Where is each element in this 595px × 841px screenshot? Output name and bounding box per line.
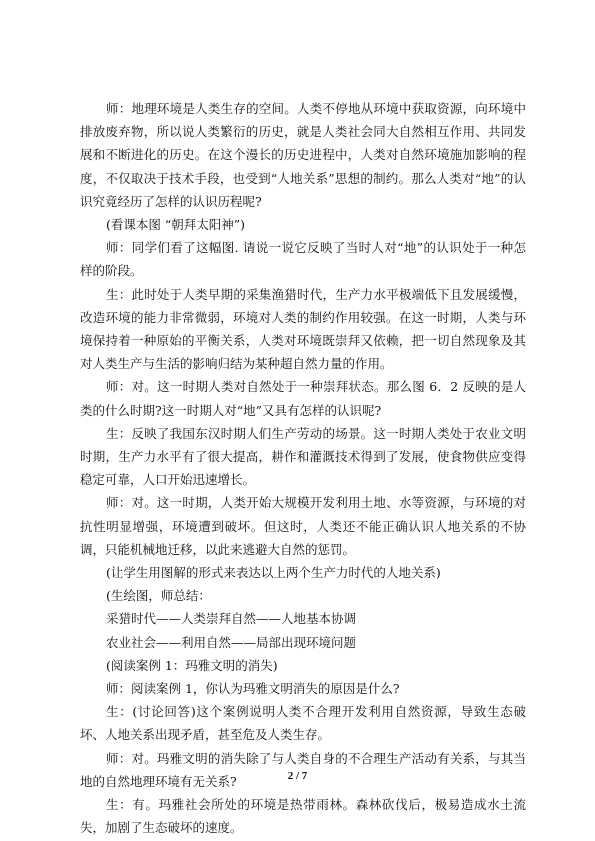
paragraph-9: (生绘图，师总结： xyxy=(106,588,211,604)
document-body xyxy=(80,97,526,840)
paragraph-4: 生：此时处于人类早期的采集渔猎时代，生产力水平极端低下且发展缓慢，改造环境的能力非常微弱，环境对人类的制约作用较强。在这一时期，人类与环境保持着一种原始的平衡关系，人类对环境既崇拜又依赖，把一切自然现象及其对人类生产与生活的影响归结为某种超自然力量的作用。 xyxy=(80,286,526,372)
page-number: 2 / 7 xyxy=(287,770,308,782)
paragraph-15: 师：对。玛雅文明的消失除了与人类自身的不合理生产活动有关系，与其当地的自然地理环境有无关系? xyxy=(80,750,526,789)
paragraph-3: 师：同学们看了这幅图. 请说一说它反映了当时人对“地”的认识处于一种怎样的阶段。 xyxy=(80,240,526,279)
paragraph-7: 师：对。这一时期，人类开始大规模开发利用土地、水等资源，与环境的对抗性明显增强，环境遭到破坏。但这时，人类还不能正确认识人地关系的不协调，只能机械地迁移，以此来逃避大自然的惩罚。 xyxy=(80,495,526,557)
paragraph-10: 采猎时代——人类崇拜自然——人地基本协调 xyxy=(106,611,357,627)
paragraph-16: 生：有。玛雅社会所处的环境是热带雨林。森林砍伐后，极易造成水土流失，加剧了生态破坏的速度。 xyxy=(80,797,526,836)
paragraph-11: 农业社会——利用自然——局部出现环境问题 xyxy=(106,634,357,650)
paragraph-12: (阅读案例 1：玛雅文明的消失) xyxy=(106,657,278,673)
paragraph-13: 师：阅读案例 1，你认为玛雅文明消失的原因是什么? xyxy=(106,681,400,697)
paragraph-6: 生：反映了我国东汉时期人们生产劳动的场景。这一时期人类处于农业文明时期，生产力水平有了很大提高，耕作和灌溉技术得到了发展，使食物供应变得稳定可靠，人口开始迅速增长。 xyxy=(80,425,526,488)
paragraph-1: 师：地理环境是人类生存的空间。人类不停地从环境中获取资源，向环境中排放废弃物，所以说人类繁衍的历史，就是人类社会同大自然相互作用、共同发展和不断进化的历史。在这个漫长的历史进程中，人类对自然环境施加影响的程度，不仅取决于技术手段，也受到“人地关系”思想的制约。那么人类对“地”的认识究竟经历了怎样的认识历程呢? xyxy=(80,101,526,209)
paragraph-5: 师：对。这一时期人类对自然处于一种崇拜状态。那么图 6．2 反映的是人类的什么时期?这一时期人对“地”又具有怎样的认识呢? xyxy=(80,379,526,418)
paragraph-2: (看课本图 “朝拜太阳神”) xyxy=(106,217,246,233)
paragraph-8: (让学生用图解的形式来表达以上两个生产力时代的人地关系) xyxy=(106,565,441,581)
paragraph-14: 生：(讨论回答)这个案例说明人类不合理开发利用自然资源，导致生态破坏、人地关系出现矛盾，甚至危及人类生存。 xyxy=(80,704,526,743)
